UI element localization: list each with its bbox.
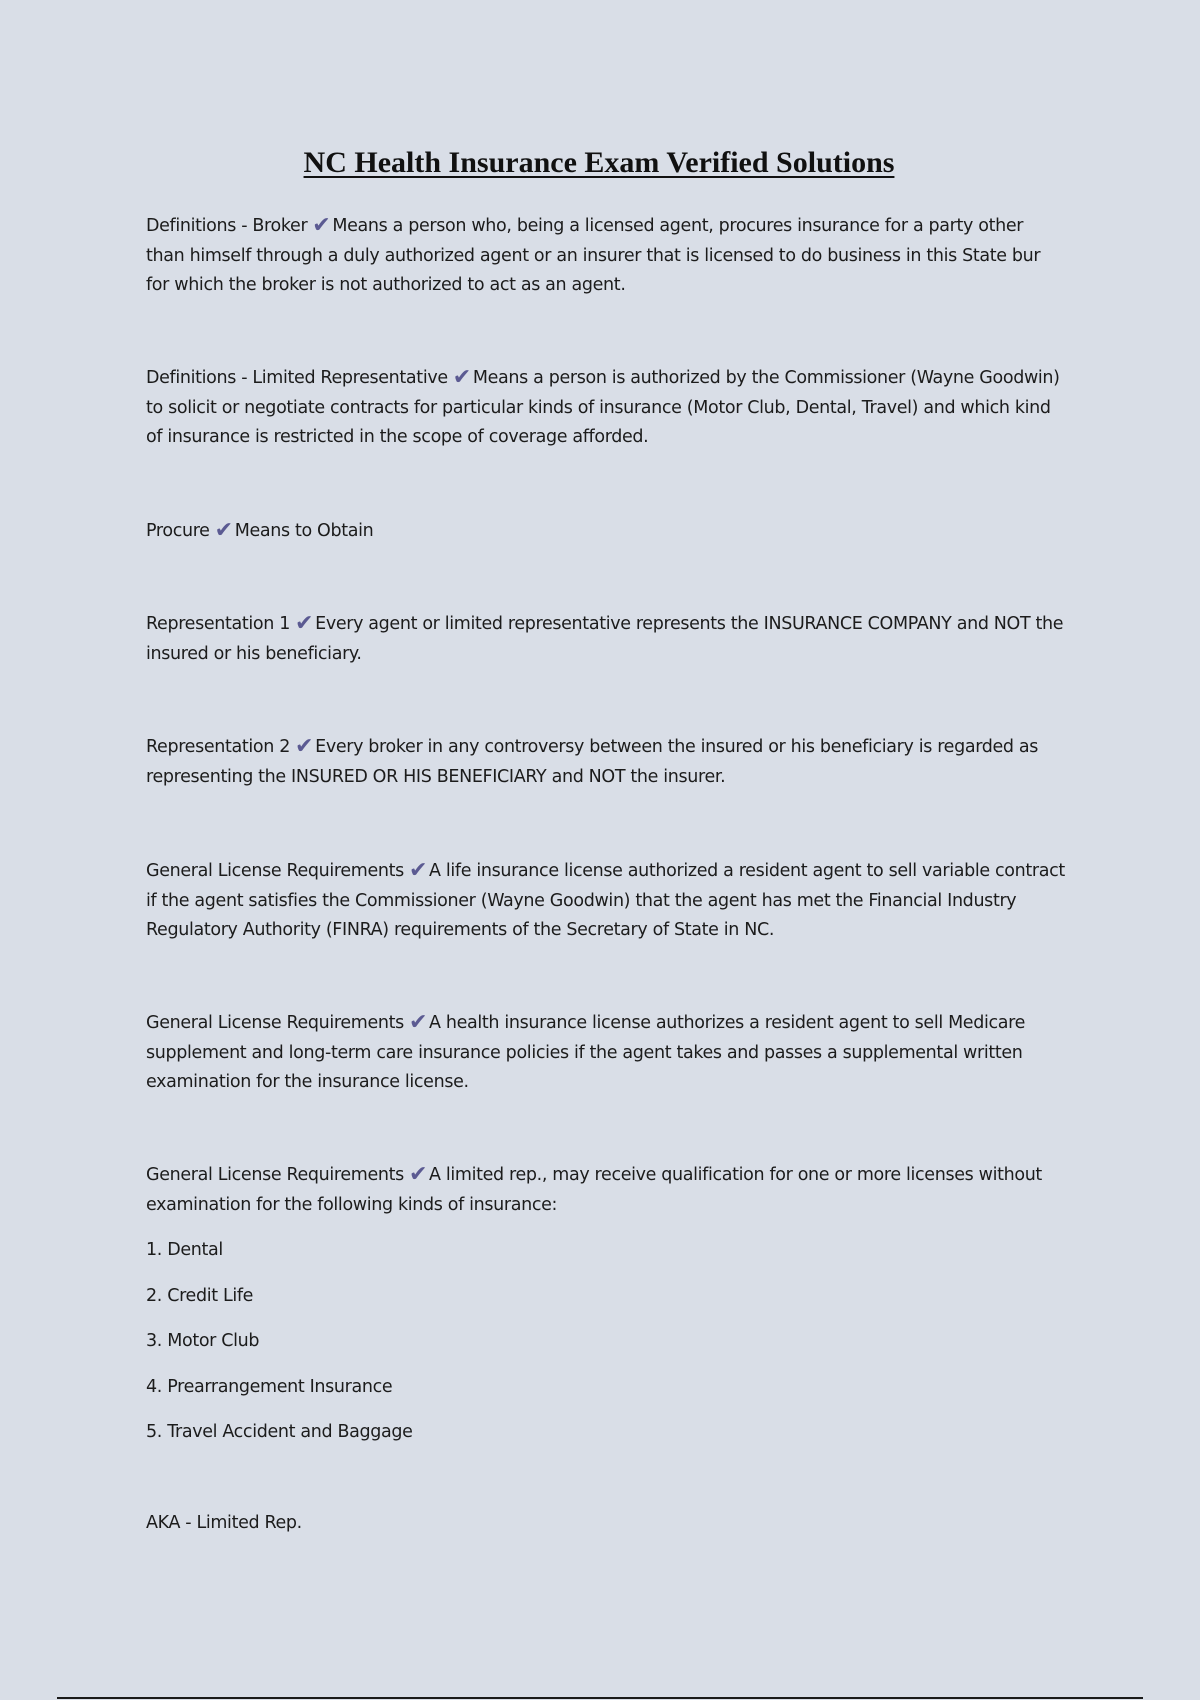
qa-entry-license-life xyxy=(146,857,1066,946)
entry-answer: Means to Obtain xyxy=(234,521,374,541)
checkmark-icon: ✔ xyxy=(312,213,331,238)
entry-answer: A life insurance license authorized a resident agent to sell variable contract if the agent satisfies the Commissioner (Wayne Goodwin) that the agent has met the Financial Industry Regulatory Authority (FINRA) requirements of the Secretary of State in NC. xyxy=(146,861,1065,940)
entry-term: General License Requirements xyxy=(146,1013,404,1033)
list-item: 2. Credit Life xyxy=(146,1286,254,1306)
list-item: 5. Travel Accident and Baggage xyxy=(146,1422,413,1442)
checkmark-icon: ✔ xyxy=(408,1010,428,1035)
checkmark-icon: ✔ xyxy=(408,858,428,883)
checkmark-icon: ✔ xyxy=(452,365,471,390)
qa-entry-broker xyxy=(146,212,1066,301)
entry-term: Representation 2 xyxy=(146,737,291,757)
entry-answer: Means a person is authorized by the Commissioner (Wayne Goodwin) to solicit or negotiate contracts for particular kinds of insurance (Motor Club, Dental, Travel) and which kind of insurance is restricted in the scope of coverage afforded. xyxy=(146,368,1060,447)
qa-entry-license-health xyxy=(146,1009,1066,1098)
entry-term: General License Requirements xyxy=(146,1165,404,1185)
qa-entry-representation-1 xyxy=(146,610,1066,669)
entry-term: Representation 1 xyxy=(146,614,291,634)
entry-answer: Means a person who, being a licensed agent, procures insurance for a party other than himself through a duly authorized agent or an insurer that is licensed to do business in this State bur for which the broker is not authorized to act as an agent. xyxy=(146,216,1041,295)
entry-answer: Every agent or limited representative represents the INSURANCE COMPANY and NOT the insured or his beneficiary. xyxy=(146,614,1064,664)
document-title: NC Health Insurance Exam Verified Solutions xyxy=(303,146,895,179)
entry-answer: A health insurance license authorizes a resident agent to sell Medicare supplement and long-term care insurance policies if the agent takes and passes a supplemental written examination for the insurance license. xyxy=(146,1013,1026,1092)
checkmark-icon: ✔ xyxy=(295,611,314,636)
qa-entry-limited-representative xyxy=(146,364,1066,453)
list-item: 1. Dental xyxy=(146,1240,223,1260)
entry-answer: Every broker in any controversy between the insured or his beneficiary is regarded as representing the INSURED OR HIS BENEFICIARY and NOT the insurer. xyxy=(146,737,1039,787)
checkmark-icon: ✔ xyxy=(214,518,233,543)
checkmark-icon: ✔ xyxy=(295,734,314,759)
entry-term: General License Requirements xyxy=(146,861,404,881)
entry-term: Procure xyxy=(146,521,210,541)
checkmark-icon: ✔ xyxy=(408,1162,428,1187)
entry-answer: A limited rep., may receive qualification for one or more licenses without examination for the following kinds of insurance: xyxy=(146,1165,1042,1215)
entry-term: Definitions - Broker xyxy=(146,216,308,236)
qa-entry-representation-2 xyxy=(146,733,1066,792)
bottom-divider xyxy=(57,1697,1143,1699)
list-item: 3. Motor Club xyxy=(146,1331,260,1351)
entry-term: Definitions - Limited Representative xyxy=(146,368,448,388)
list-item: 4. Prearrangement Insurance xyxy=(146,1377,393,1397)
aka-note: AKA - Limited Rep. xyxy=(146,1513,302,1533)
qa-entry-procure xyxy=(146,517,1066,547)
qa-entry-license-limited-rep xyxy=(146,1161,1066,1220)
